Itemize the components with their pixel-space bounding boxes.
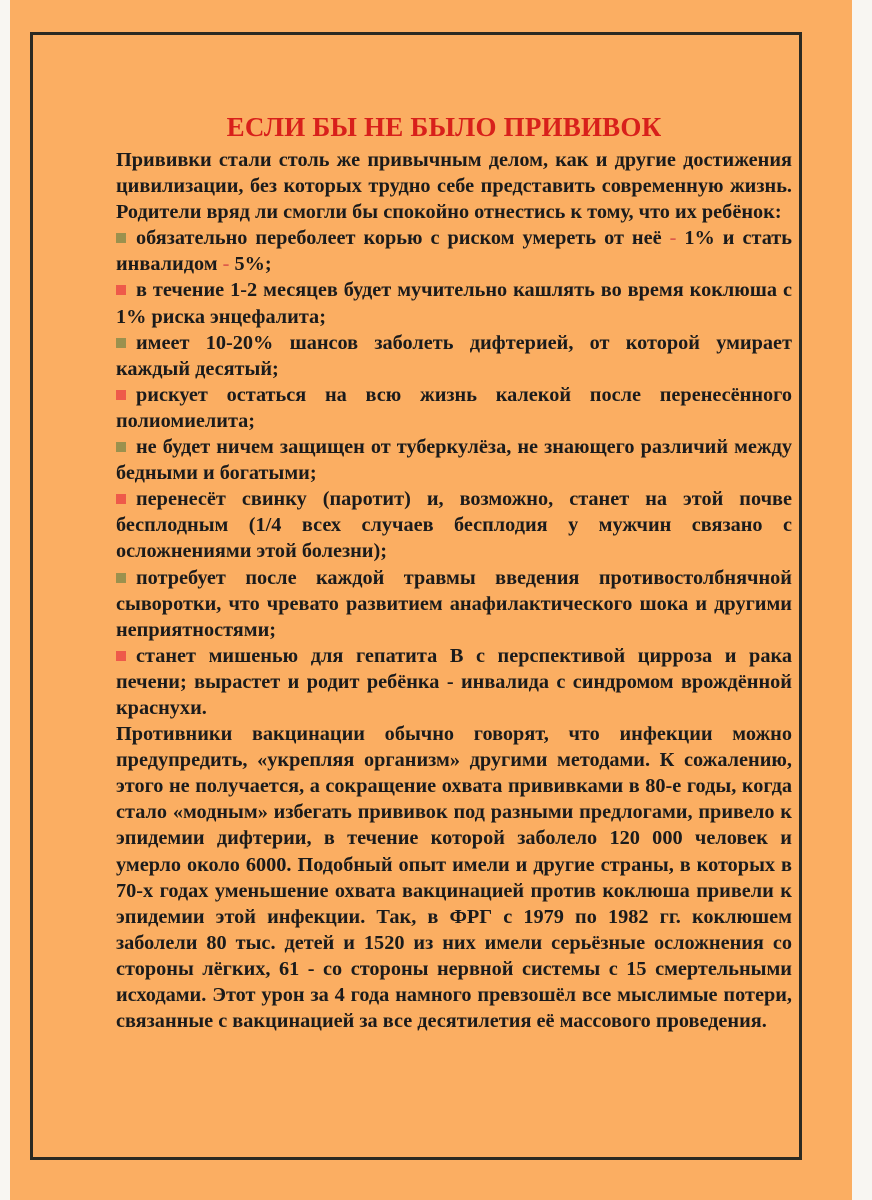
dash-mark: - xyxy=(222,253,230,276)
list-item xyxy=(116,486,792,564)
square-bullet-icon xyxy=(116,233,126,243)
list-item xyxy=(116,434,792,486)
square-bullet-icon xyxy=(116,494,126,504)
intro-paragraph: Прививки стали столь же привычным делом, как и другие достижения цивилизации, без которых трудно себе представить современную жизнь. Родители вряд ли смогли бы спокойно отнестись к тому, что их ребёнок: xyxy=(116,149,792,224)
square-bullet-icon xyxy=(116,338,126,348)
square-bullet-icon xyxy=(116,442,126,452)
list-item-text: имеет 10-20% шансов заболеть дифтерией, от которой умирает каждый десятый; xyxy=(116,331,792,380)
list-item-text: обязательно переболеет корью с риском умереть от неё xyxy=(136,227,670,250)
list-item xyxy=(116,565,792,643)
list-item xyxy=(116,382,792,434)
list-item-text: потребует после каждой травмы введения противостолбнячной сыворотки, что чревато развитием анафилактического шока и другими неприятностями; xyxy=(116,566,792,641)
article-body xyxy=(116,147,792,1034)
conclusion-paragraph: Противники вакцинации обычно говорят, что инфекции можно предупредить, «укрепляя организм» другими методами. К сожалению, этого не получается, а сокращение охвата прививками в 80-е годы, когда стало «модным» избегать прививок под разными предлогами, привело к эпидемии дифтерии, в течение которой заболело 120 000 человек и умерло около 6000. Подобный опыт имели и другие страны, в которых в 70-х годах уменьшение охвата вакцинацией против коклюша привели к эпидемии этой инфекции. Так, в ФРГ с 1979 по 1982 гг. коклюшем заболели 80 тыс. детей и 1520 из них имели серьёзные осложнения со стороны лёгких, 61 - со стороны нервной системы с 15 смертельными исходами. Этот урон за 4 года намного превзошёл все мыслимые потери, связанные с вакцинацией за все десятилетия её массового проведения. xyxy=(116,723,792,1033)
square-bullet-icon xyxy=(116,651,126,661)
list-item-text: рискует остаться на всю жизнь калекой после перенесённого полиомиелита; xyxy=(116,383,792,432)
list-item xyxy=(116,330,792,382)
list-item-text: перенесёт свинку (паротит) и, возможно, станет на этой почве бесплодным (1/4 всех случаев бесплодия у мужчин связано с осложнениями этой болезни); xyxy=(116,488,792,563)
list-item xyxy=(116,643,792,721)
square-bullet-icon xyxy=(116,573,126,583)
list-item-text: 5%; xyxy=(229,253,272,276)
list-item-text: не будет ничем защищен от туберкулёза, не знающего различий между бедными и богатыми; xyxy=(116,436,792,485)
square-bullet-icon xyxy=(116,285,126,295)
list-item xyxy=(116,225,792,277)
list-item-text: в течение 1-2 месяцев будет мучительно кашлять во время коклюша с 1% риска энцефалита; xyxy=(116,279,792,328)
list-item-text: 1% и стать инвалидом xyxy=(116,227,792,276)
dash-mark: - xyxy=(669,227,677,250)
square-bullet-icon xyxy=(116,390,126,400)
list-item-text: станет мишенью для гепатита В с перспективой цирроза и рака печени; вырастет и родит ребёнка - инвалида с синдромом врождённой краснухи. xyxy=(116,644,792,719)
list-item xyxy=(116,277,792,329)
orange-sheet xyxy=(10,0,852,1200)
page-title: ЕСЛИ БЫ НЕ БЫЛО ПРИВИВОК xyxy=(226,112,662,142)
